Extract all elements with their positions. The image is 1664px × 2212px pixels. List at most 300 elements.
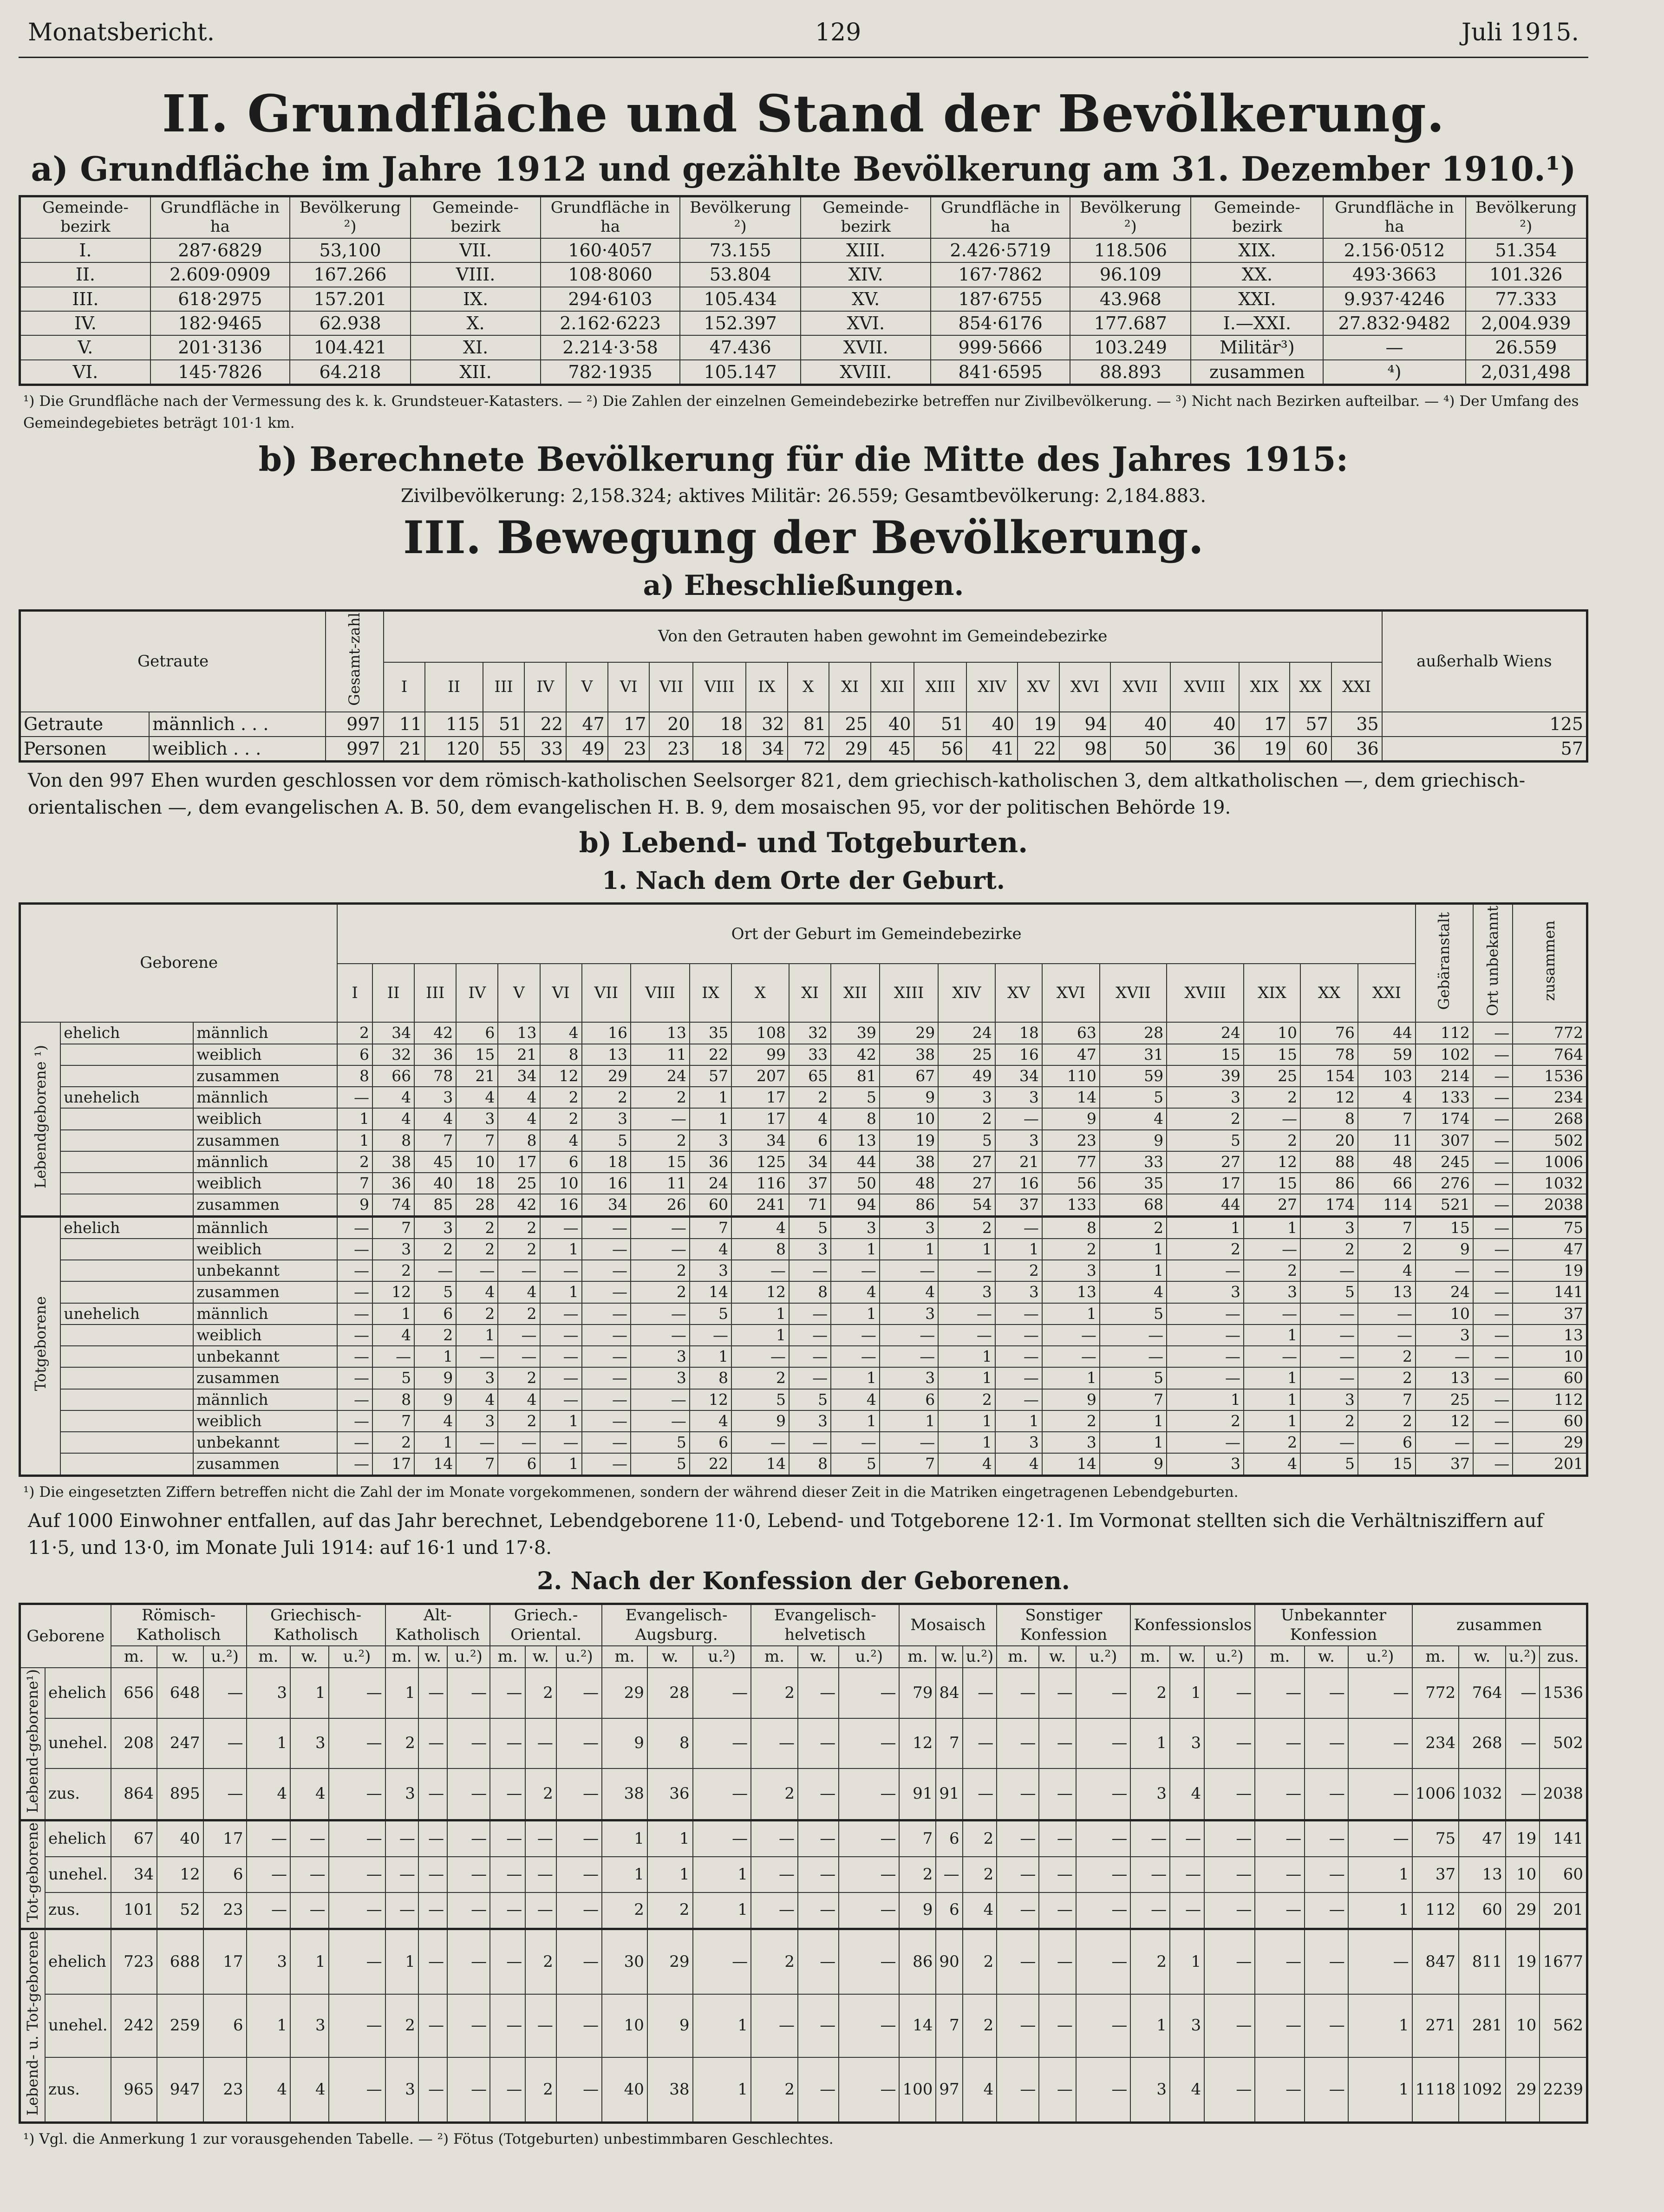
table-cell: 4 — [831, 1389, 880, 1410]
col-group-head: zusammen — [1412, 1604, 1587, 1646]
table-cell: 2 — [540, 1108, 582, 1129]
table-cell: — — [751, 1857, 798, 1892]
col-head: Grundfläche in ha — [150, 196, 290, 238]
table-cell: 4 — [372, 1108, 414, 1129]
table-cell: 6 — [1358, 1432, 1416, 1453]
sub-col-head: w. — [647, 1646, 693, 1668]
table-cell: 182·9465 — [150, 311, 290, 335]
table-cell: 7 — [899, 1820, 936, 1857]
table-cell: — — [247, 1857, 291, 1892]
col-head-text: Ort unbekannt — [1484, 906, 1502, 1016]
table-cell: 2 — [540, 1087, 582, 1108]
row-subgroup: unehelich — [60, 1303, 193, 1325]
table-cell: — — [839, 1768, 899, 1820]
table-cell: 167·7862 — [931, 262, 1070, 287]
table-cell: — — [693, 1768, 751, 1820]
table-cell: 3 — [1130, 1768, 1170, 1820]
table-cell: 1 — [831, 1239, 880, 1260]
row-label: zus. — [45, 1892, 111, 1929]
table-cell: 2 — [731, 1367, 789, 1389]
table-cell: — — [582, 1367, 631, 1389]
row-label: zusammen — [193, 1130, 337, 1151]
table-cell: — — [631, 1108, 690, 1129]
row-label: unbekannt — [193, 1260, 337, 1281]
table-cell: 19 — [1506, 1929, 1540, 1994]
table-cell: — — [525, 1857, 556, 1892]
table-cell: 64.218 — [290, 360, 411, 385]
district-head: XVII — [1100, 964, 1167, 1022]
table-cell: 7 — [1358, 1389, 1416, 1410]
table-cell: 36 — [1170, 737, 1239, 762]
table-cell: — — [880, 1346, 938, 1367]
table-cell: 66 — [372, 1065, 414, 1087]
row-subgroup — [60, 1194, 193, 1216]
table-cell: — — [1039, 1857, 1076, 1892]
district-head: IX — [746, 662, 788, 712]
sub-col-head: w. — [936, 1646, 962, 1668]
table-cell: — — [798, 1768, 839, 1820]
table-cell: 2 — [498, 1367, 540, 1389]
table-cell: — — [997, 1892, 1039, 1929]
table-cell: — — [582, 1216, 631, 1239]
table-cell: — — [290, 1857, 329, 1892]
table-cell: 50 — [1110, 737, 1170, 762]
row-group-label — [20, 1216, 61, 1475]
table-cell: 24 — [1416, 1281, 1473, 1303]
table-cell: 242 — [111, 1994, 157, 2057]
table-cell: — — [839, 1994, 899, 2057]
row-label: männlich — [193, 1087, 337, 1108]
col-head: Bevölkerung ²) — [680, 196, 801, 238]
table-cell: — — [1416, 1260, 1473, 1281]
table-cell: 2239 — [1540, 2057, 1587, 2122]
row-label: männlich — [193, 1216, 337, 1239]
district-head: XVI — [1059, 662, 1110, 712]
district-head: IV — [456, 964, 498, 1022]
table-cell: 1 — [1244, 1325, 1300, 1346]
table-cell: 85 — [414, 1194, 456, 1216]
row-label: männlich — [193, 1389, 337, 1410]
table-cell: 4 — [1170, 2057, 1204, 2122]
table-cell: 2 — [1300, 1410, 1358, 1432]
table-cell: 208 — [111, 1718, 157, 1768]
table-cell: 8 — [337, 1065, 372, 1087]
table-cell: 86 — [899, 1929, 936, 1994]
row-label: ehelich — [45, 1929, 111, 1994]
table-cell: — — [456, 1432, 498, 1453]
table-cell: 6 — [203, 1857, 247, 1892]
table-cell: — — [1358, 1325, 1416, 1346]
table-cell: 502 — [1540, 1718, 1587, 1768]
table-cell: 688 — [157, 1929, 203, 1994]
table-cell: — — [1305, 1668, 1348, 1718]
table-cell: 9.937·4246 — [1323, 287, 1465, 311]
table-cell: XIX. — [1191, 238, 1323, 262]
table-cell: III. — [20, 287, 150, 311]
table-cell: 247 — [157, 1718, 203, 1768]
row-group-text: Tot-geborene — [24, 1822, 41, 1922]
table-cell: — — [1167, 1303, 1244, 1325]
table-cell: — — [1204, 1857, 1255, 1892]
table-cell: — — [329, 1929, 385, 1994]
table-cell: 29 — [829, 737, 871, 762]
table-cell: 2 — [1042, 1410, 1100, 1432]
table-cell: 22 — [690, 1044, 731, 1065]
table-row — [20, 262, 1587, 287]
table-cell: — — [1348, 1820, 1412, 1857]
table-cell: — — [540, 1367, 582, 1389]
table-cell: — — [1473, 1216, 1513, 1239]
table-cell: 1 — [1244, 1216, 1300, 1239]
table-cell: 5 — [1300, 1281, 1358, 1303]
table-cell: 112 — [1416, 1022, 1473, 1044]
table-cell: 1 — [693, 1994, 751, 2057]
table-cell: 42 — [414, 1022, 456, 1044]
table-cell: 1 — [247, 1718, 291, 1768]
table-cell: — — [418, 1820, 447, 1857]
table-cell: 1 — [1042, 1367, 1100, 1389]
table-cell: 13 — [582, 1044, 631, 1065]
table-cell: 4 — [456, 1389, 498, 1410]
col-head: Gemeinde-bezirk — [20, 196, 150, 238]
table-cell: 19 — [1239, 737, 1290, 762]
table-cell: 201 — [1540, 1892, 1587, 1929]
table-cell: — — [798, 2057, 839, 2122]
table-cell: — — [1255, 1994, 1305, 2057]
table-cell: 114 — [1358, 1194, 1416, 1216]
table-cell: 7 — [936, 1718, 962, 1768]
district-head: VII — [649, 662, 693, 712]
row-subgroup: unehelich — [60, 1087, 193, 1108]
table-cell: 48 — [1358, 1151, 1416, 1173]
sub-col-head: w. — [1170, 1646, 1204, 1668]
district-head: VII — [582, 964, 631, 1022]
table-cell: 53.804 — [680, 262, 801, 287]
table-cell: — — [1255, 1857, 1305, 1892]
table-cell: 34 — [995, 1065, 1042, 1087]
table-row — [20, 1194, 1587, 1216]
table-cell: 16 — [995, 1044, 1042, 1065]
col-group-head: Sonstiger Konfession — [997, 1604, 1130, 1646]
table-cell: 3 — [290, 1994, 329, 2057]
table-cell: 34 — [746, 737, 788, 762]
table-cell: — — [540, 1303, 582, 1325]
table-cell: 3 — [938, 1087, 995, 1108]
table-cell: 2 — [899, 1857, 936, 1892]
table-cell: 2 — [1100, 1216, 1167, 1239]
table-cell: 241 — [731, 1194, 789, 1216]
col-head: außerhalb Wiens — [1382, 611, 1587, 712]
table-cell: — — [1076, 1718, 1130, 1768]
col-head: Getraute — [20, 611, 326, 712]
table-cell: XI. — [411, 335, 541, 359]
table-cell: — — [936, 1857, 962, 1892]
table-cell: 35 — [1100, 1173, 1167, 1194]
table-cell: 1 — [1244, 1389, 1300, 1410]
table-cell: — — [540, 1346, 582, 1367]
row-group-label — [20, 1929, 46, 2122]
table-cell: — — [525, 1994, 556, 2057]
table-cell: 7 — [372, 1216, 414, 1239]
table-cell: 67 — [111, 1820, 157, 1857]
table-cell: 6 — [936, 1820, 962, 1857]
table-cell: 6 — [789, 1130, 831, 1151]
table-cell: 25 — [1416, 1389, 1473, 1410]
table-cell: 4 — [372, 1087, 414, 1108]
table-cell: 2 — [1358, 1346, 1416, 1367]
table-cell: 268 — [1513, 1108, 1587, 1129]
table-cell: 13 — [498, 1022, 540, 1044]
sub-col-head: m. — [1412, 1646, 1459, 1668]
section-2b-title: b) Berechnete Bevölkerung für die Mitte des Jahres 1915: — [258, 439, 1349, 479]
table-cell: 2 — [751, 1668, 798, 1718]
district-head: I — [384, 662, 425, 712]
table-cell: 2.156·0512 — [1323, 238, 1465, 262]
table-cell: — — [1204, 1820, 1255, 1857]
table-cell: 27 — [1167, 1151, 1244, 1173]
table-cell: 895 — [157, 1768, 203, 1820]
district-head: V — [498, 964, 540, 1022]
row-subgroup — [60, 1367, 193, 1389]
table-cell: — — [1305, 1768, 1348, 1820]
table-cell: 6 — [456, 1022, 498, 1044]
table-cell: 4 — [372, 1325, 414, 1346]
table-cell: 764 — [1459, 1668, 1506, 1718]
table-cell: 14 — [690, 1281, 731, 1303]
table-cell: 49 — [938, 1065, 995, 1087]
table-cell: 1 — [337, 1130, 372, 1151]
table-cell: — — [490, 2057, 525, 2122]
table-cell: — — [540, 1216, 582, 1239]
sub-col-head: m. — [899, 1646, 936, 1668]
table-cell: — — [963, 1718, 997, 1768]
table-row — [20, 1994, 1587, 2057]
table-cell: 60 — [1540, 1857, 1587, 1892]
table-cell: 772 — [1412, 1668, 1459, 1718]
table-cell: X. — [411, 311, 541, 335]
table-cell: 9 — [731, 1410, 789, 1432]
row-subgroup — [60, 1346, 193, 1367]
row-label: weiblich — [193, 1173, 337, 1194]
table-cell: — — [1204, 1668, 1255, 1718]
table-cell: — — [337, 1453, 372, 1475]
table-cell: 30 — [602, 1929, 647, 1994]
table-row — [20, 311, 1587, 335]
table-cell: 12 — [1244, 1151, 1300, 1173]
table-cell: 84 — [936, 1668, 962, 1718]
table-cell: — — [690, 1325, 731, 1346]
table-cell: 3 — [1300, 1216, 1358, 1239]
table-cell: — — [582, 1389, 631, 1410]
district-head: V — [566, 662, 608, 712]
table-cell: — — [1305, 1892, 1348, 1929]
table-cell: 1 — [693, 1857, 751, 1892]
table-cell: XV. — [801, 287, 931, 311]
table-cell: 174 — [1416, 1108, 1473, 1129]
table-cell: 847 — [1412, 1929, 1459, 1994]
table-cell: 9 — [880, 1087, 938, 1108]
table-cell: 2 — [525, 2057, 556, 2122]
table-cell: — — [831, 1260, 880, 1281]
table-cell: 1 — [540, 1281, 582, 1303]
table-cell: 1032 — [1459, 1768, 1506, 1820]
table-cell: 63 — [1042, 1022, 1100, 1044]
table-cell: 25 — [1244, 1065, 1300, 1087]
table-cell: 4 — [690, 1239, 731, 1260]
table-cell: 13 — [1459, 1857, 1506, 1892]
sub-col-head: m. — [490, 1646, 525, 1668]
table-cell: 2038 — [1540, 1768, 1587, 1820]
table-cell: 5 — [1100, 1087, 1167, 1108]
table-row — [20, 287, 1587, 311]
table-row — [20, 1260, 1587, 1281]
table-cell: 2 — [498, 1303, 540, 1325]
table-cell: 71 — [789, 1194, 831, 1216]
table-cell: — — [798, 1994, 839, 2057]
table-cell: 60 — [1513, 1367, 1587, 1389]
table-cell: 5 — [789, 1389, 831, 1410]
table-cell: 32 — [746, 712, 788, 736]
table-cell: 13 — [1416, 1367, 1473, 1389]
table-row — [20, 1718, 1587, 1768]
table-cell: — — [1204, 1768, 1255, 1820]
table-cell: 10 — [540, 1173, 582, 1194]
table-cell: 723 — [111, 1929, 157, 1994]
district-head: XX — [1290, 662, 1331, 712]
table-cell: 154 — [1300, 1065, 1358, 1087]
table-cell: — — [1204, 1718, 1255, 1768]
table-cell: — — [582, 1410, 631, 1432]
table-cell: 3 — [631, 1346, 690, 1367]
table-cell: 39 — [831, 1022, 880, 1044]
sub-col-head: m. — [751, 1646, 798, 1668]
sub-col-head: zus. — [1540, 1646, 1587, 1668]
col-group-head: Griechisch-Katholisch — [247, 1604, 385, 1646]
table-cell: 3 — [1167, 1453, 1244, 1475]
table-cell: 3 — [582, 1108, 631, 1129]
row-label: weiblich — [193, 1325, 337, 1346]
table-cell: 3 — [1170, 1994, 1204, 2057]
table-cell: 2 — [938, 1216, 995, 1239]
table-cell: 10 — [1506, 1994, 1540, 2057]
table-cell: 2 — [963, 1929, 997, 1994]
table-cell: 19 — [1018, 712, 1059, 736]
table-cell: 2 — [602, 1892, 647, 1929]
table-cell: — — [1039, 1929, 1076, 1994]
table-cell: 27 — [938, 1151, 995, 1173]
table-cell: — — [1305, 2057, 1348, 2122]
row-subgroup — [60, 1389, 193, 1410]
table-cell: 23 — [203, 2057, 247, 2122]
table-cell: 271 — [1412, 1994, 1459, 2057]
table-cell: 10 — [602, 1994, 647, 2057]
table-cell: 29 — [602, 1668, 647, 1718]
table-cell: 90 — [936, 1929, 962, 1994]
table-cell: 3 — [880, 1367, 938, 1389]
table-cell: 1 — [938, 1432, 995, 1453]
table-cell: 3 — [690, 1260, 731, 1281]
table-cell: — — [540, 1389, 582, 1410]
col-head: Grundfläche in ha — [1323, 196, 1465, 238]
table-cell: — — [1473, 1281, 1513, 1303]
table-cell: 5 — [1300, 1453, 1358, 1475]
births-by-place-table — [19, 902, 1588, 1476]
table-cell: — — [839, 1718, 899, 1768]
table-cell: 33 — [1100, 1151, 1167, 1173]
table-cell: 268 — [1459, 1718, 1506, 1768]
birth-rate-note: Auf 1000 Einwohner entfallen, auf das Jahr berechnet, Lebendgeborene 11·0, Lebend- und Totgeborene 12·1. Im Vormonat stellten sich die Verhältnisziffern auf 11·5, und 13·0, im Monate Juli 1914: auf 16·1 und 17·8. — [28, 1510, 1544, 1559]
table-cell: — — [731, 1260, 789, 1281]
table-cell: — — [1358, 1303, 1416, 1325]
table-cell: 1677 — [1540, 1929, 1587, 1994]
table-cell: 2 — [1167, 1410, 1244, 1432]
table-cell: 1 — [880, 1239, 938, 1260]
table-cell: — — [540, 1325, 582, 1346]
table-cell: — — [997, 1668, 1039, 1718]
table-cell: — — [1167, 1260, 1244, 1281]
table-cell: — — [490, 1768, 525, 1820]
table-cell: 25 — [829, 712, 871, 736]
table-cell: 2 — [1244, 1260, 1300, 1281]
sub-col-head: u.²) — [329, 1646, 385, 1668]
table-cell: — — [582, 1303, 631, 1325]
table-cell: — — [418, 2057, 447, 2122]
table-cell: 4 — [414, 1108, 456, 1129]
table-cell: 103 — [1358, 1065, 1416, 1087]
table-cell: — — [418, 1892, 447, 1929]
table-cell: — — [337, 1087, 372, 1108]
table-cell: — — [789, 1367, 831, 1389]
table-cell: — — [1130, 1892, 1170, 1929]
table-cell: 99 — [731, 1044, 789, 1065]
table-cell: 4 — [414, 1410, 456, 1432]
col-head-text: Gebäranstalt — [1435, 912, 1453, 1010]
col-head — [1513, 904, 1587, 1023]
table-cell: — — [1255, 1929, 1305, 1994]
table-cell: 1006 — [1513, 1151, 1587, 1173]
table-cell: 2 — [385, 1718, 418, 1768]
table-cell: 18 — [582, 1151, 631, 1173]
table-cell: — — [490, 1892, 525, 1929]
row-label: Personen — [20, 737, 150, 762]
table-cell: 4 — [831, 1281, 880, 1303]
table-cell: 37 — [1412, 1857, 1459, 1892]
table-cell: 12 — [731, 1281, 789, 1303]
table-cell: — — [1039, 1892, 1076, 1929]
table-cell: — — [203, 1668, 247, 1718]
table-cell: 1 — [414, 1346, 456, 1367]
page — [19, 19, 1588, 2150]
table-cell: 1 — [995, 1239, 1042, 1260]
table-cell: VIII. — [411, 262, 541, 287]
table-cell: 5 — [831, 1087, 880, 1108]
table-row — [20, 1303, 1587, 1325]
table-cell: — — [1473, 1087, 1513, 1108]
table-cell: 3 — [247, 1929, 291, 1994]
table-cell: 3 — [1300, 1389, 1358, 1410]
table-cell: 17 — [608, 712, 650, 736]
district-head: XIX — [1244, 964, 1300, 1022]
table-cell: — — [582, 1453, 631, 1475]
table-cell: — — [490, 1668, 525, 1718]
table-cell: 10 — [1506, 1857, 1540, 1892]
table-cell: — — [1255, 1892, 1305, 1929]
table-cell: 3 — [1042, 1432, 1100, 1453]
table-cell: 7 — [690, 1216, 731, 1239]
table-cell: 112 — [1412, 1892, 1459, 1929]
table-cell: — — [490, 1857, 525, 1892]
table-cell: — — [447, 1718, 490, 1768]
